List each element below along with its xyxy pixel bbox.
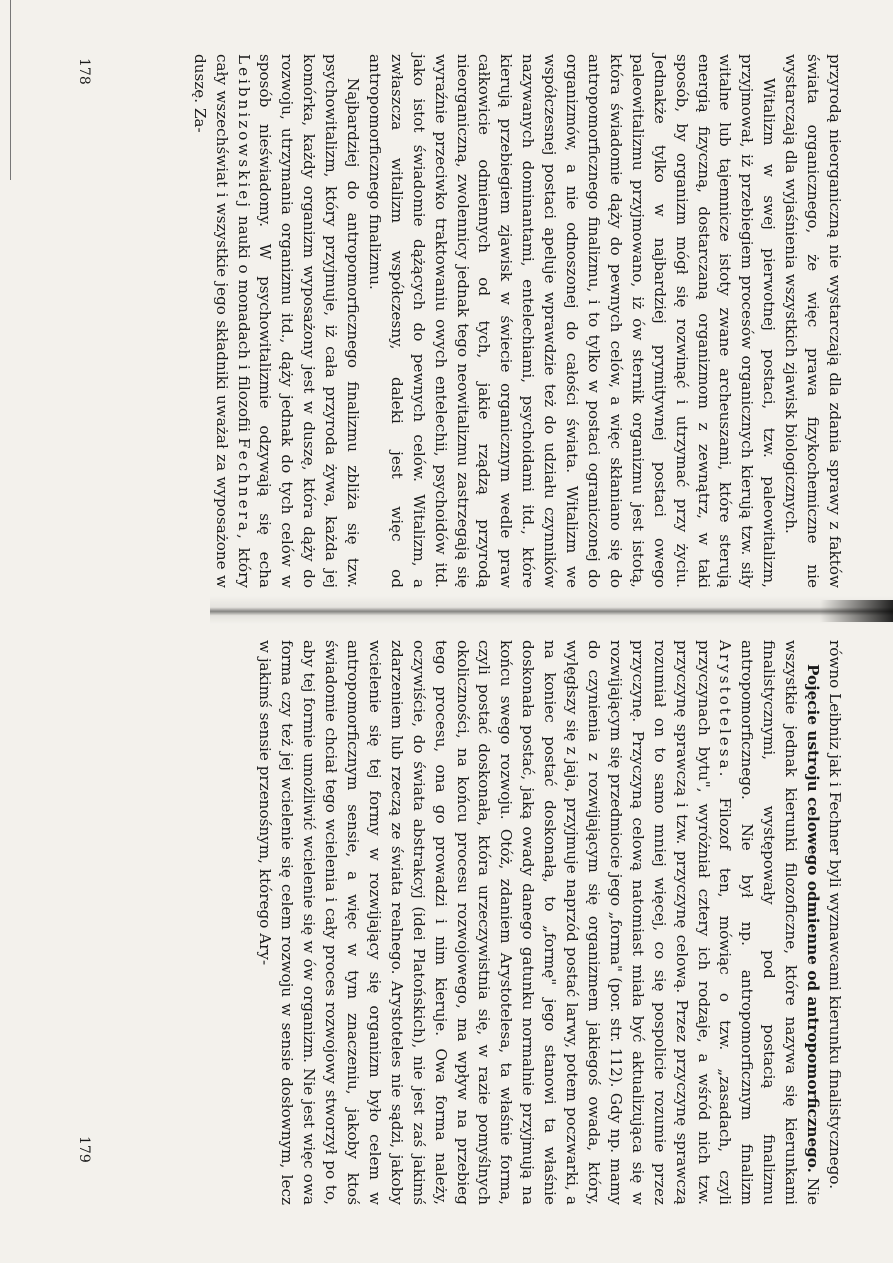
section-text: Nie wszystkie jednak kierunki filozoficzne, które nazywa się kierunkami finalistycznymi, występowały pod postacią finalizmu antropomorficznego. Nie był np. antropomorficznym finalizm: [738, 640, 823, 1205]
opening-paragraph: równo Leibniz jak i Fechner byli wyznawcami kierunku finalistycznego.: [826, 640, 844, 1190]
page-number-179: 179: [76, 1136, 92, 1163]
paragraph-2: Witalizm w swej pierwotnej postaci, tzw. paleowitalizm, przyjmował, iż przebiegiem procesów organicznych kierują tzw. siły witalne lub tajemnicze istoty zwane archeuszami, które sterują energią fizyczną, dostarczaną organizmom z zewnątrz, w taki sposób, by organizm mógł się rozwinąć i utrzymać przy życiu. Jednakże tylko w najbardziej prymitywnej postaci owego paleowitalizmu przyjmowano, iż ów sternik organizmu jest istotą, która świadomie dąży do pewnych celów, a więc skłaniano się do antropomorficznego finalizmu, i to tylko w postaci ograniczonej do organizmów, a nie odnoszonej do całości świata. Witalizm we współczesnej postaci apeluje wprawdzie też do udziału czynników nazywanych dominantami, entelechiami, psychoidami itd., które kierują przebiegiem zjawisk w świecie organicznym wedle praw całkowicie odmiennych od tych, jakie rządzą przyrodą nieorganiczną, zwolennicy jednak tego neowitalizmu zastrzegają się wyraźnie przeciwko traktowaniu owych entelechii, psychoidów itd. jako istot świadomie dążących do pewnych celów. Witalizm, a zwłaszcza witalizm współczesny, daleki jest więc od antropomorficznego finalizmu.: [365, 54, 779, 588]
page-179-text: [85, 640, 845, 1205]
page-fold-dark-edge: [820, 600, 893, 622]
spaced-name-fechnera: Fechnera,: [234, 437, 253, 542]
spaced-name-arystotelesa: Arystotelesa.: [716, 640, 735, 780]
spaced-name-leibnizowskiej: Leibnizowskiej: [234, 54, 253, 210]
page-fold-shadow: [210, 596, 893, 624]
paragraph-3-continuation: nauki o monadach i filozofii: [234, 215, 253, 432]
paragraph-3: [188, 54, 363, 588]
section-text-continuation: Filozof ten, mówiąc o tzw. „zasadach, czyli przyczynach bytu", wyróżniał cztery ich rodzaje, a wśród nich tzw. przyczynę sprawczą i tzw. przyczynę celową. Przez przyczynę sprawczą rozumiał on to samo mniej więcej, co się pospolicie rozumie przez przyczynę. Przyczyną celową natomiast miała być aktualizująca się w rozwijającym się przedmiocie jego „forma" (por. str. 112). Gdy np. mamy do czynienia z rozwijającym się organizmem jakiegoś owada, który, wylęgłszy się z jaja, przyjmuje naprzód postać larwy, potem poczwarki, a na koniec postać doskonałą, to „formę" jego stanowi ta właśnie doskonała postać, jaką owady danego gatunku normalnie przyjmują na końcu swego rozwoju. Otóż, zdaniem Arystotelesa, ta właśnie forma, czyli postać doskonała, która urzeczywistnia się, w razie pomyślnych okoliczności, na końcu procesu rozwojowego, ma wpływ na przebieg tego procesu, ona go prowadzi i nim kieruje. Owa forma należy, oczywiście, do świata abstrakcyj (idei Platońskich), nie jest zaś jakimś zdarzeniem lub rzeczą ze świata realnego. Arystoteles nie sądzi, jakoby wcielenie się tej formy w rozwijający się organizm było celem w antropomorficznym sensie, a więc w tym znaczeniu, jakoby ktoś świadomie chciał tego wcielenia i cały proces rozwojowy stworzył po to, aby tej formie umożliwić wcielenie się w ów organizm. Nie jest więc owa forma czy też jej wcielenie się celem rozwoju w sensie dosłownym, lecz w jakimś sensie przenośnym, którego Ary-: [256, 640, 735, 1206]
section-paragraph: [254, 640, 824, 1205]
paragraph-3-text: Najbardziej do antropomorficznego finalizmu zbliża się tzw. psychowitalizm, który przyjmuje, iż cała przyroda żywa, każda jej komórka, każdy organizm wyposażony jest w duszę, która dąży do rozwoju, utrzymania organizmu itd., dąży jednak do tych celów w sposób nieświadomy. W psychowitalizmie odzywają się echa: [256, 54, 363, 588]
binding-edge-line: [10, 0, 11, 180]
section-heading: Pojęcie ustroju celowego odmienne od antropomorficznego.: [804, 664, 823, 1173]
paragraph-1: przyrodą nieorganiczną nie wystarczają dla zdania sprawy z faktów świata organicznego, że więc prawa fizykochemiczne nie wystarczają dla wyjaśnienia wszystkich zjawisk biologicznych.: [782, 54, 844, 588]
page-178-text: [85, 54, 845, 588]
paragraph-3-ending: który cały wszechświat i wszystkie jego składniki uważał za wyposażone w duszę. Za-: [190, 54, 253, 589]
page-number-178: 178: [76, 58, 92, 85]
